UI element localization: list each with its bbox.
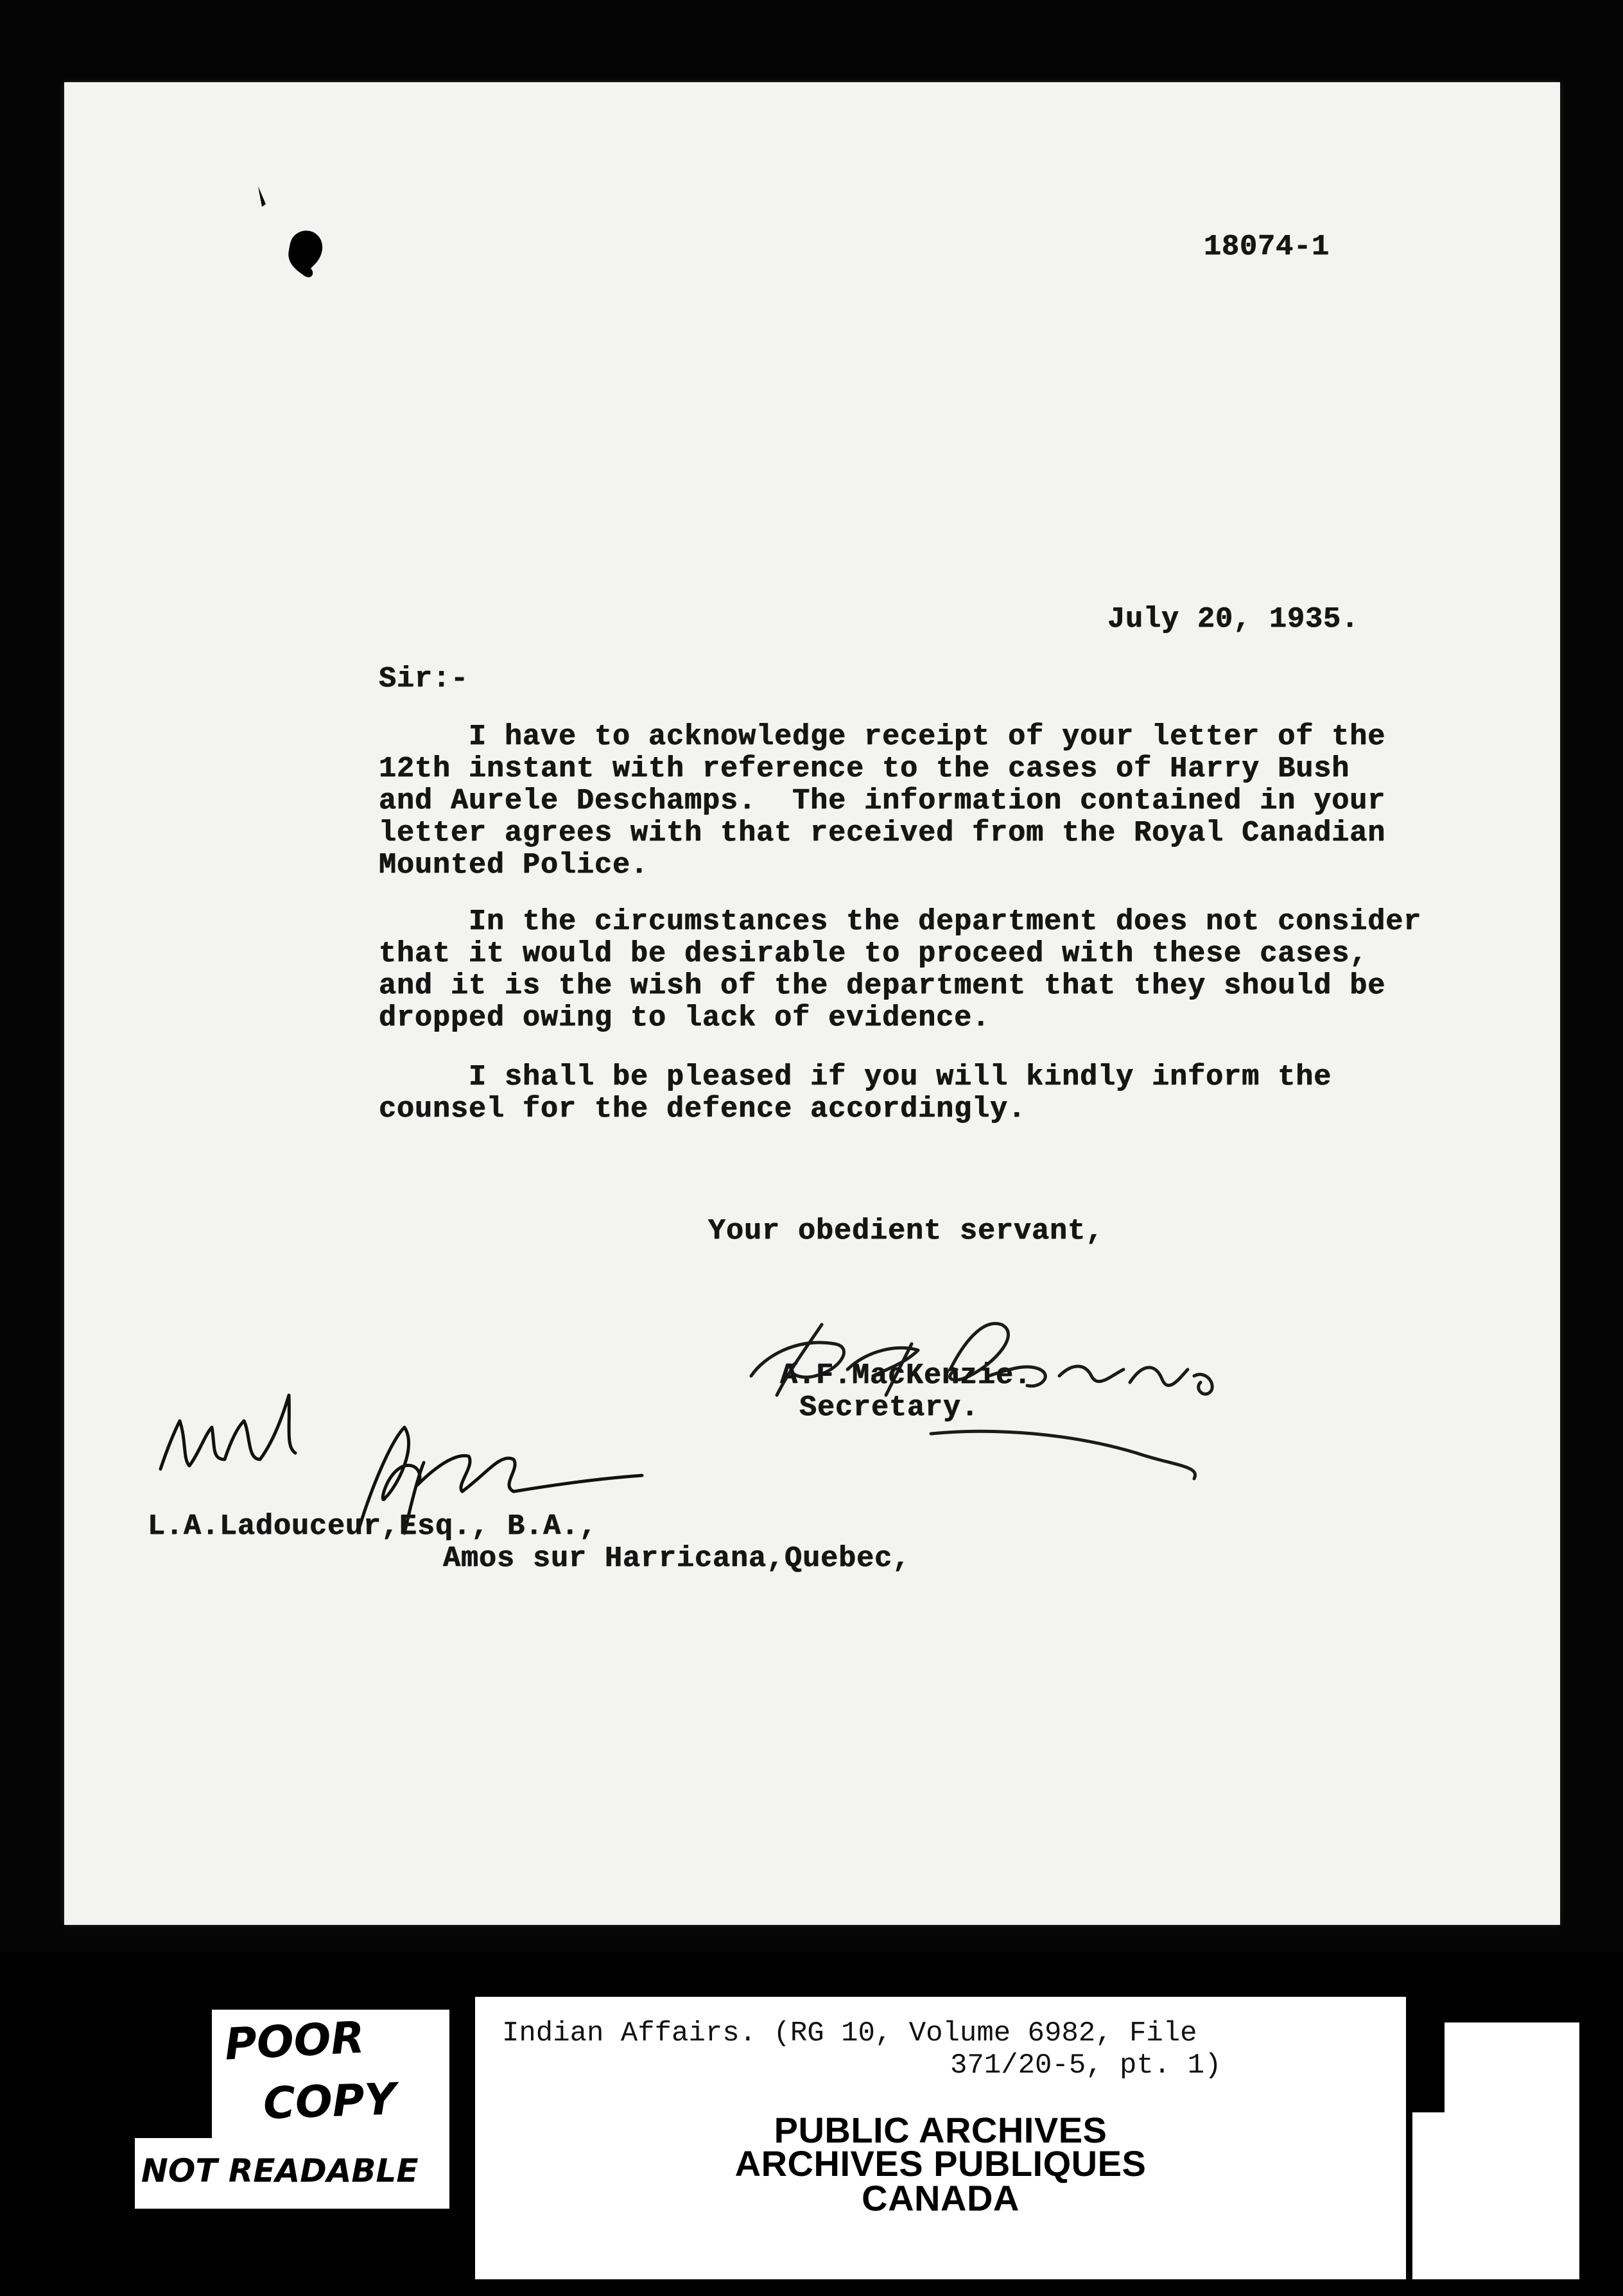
paragraph-line: I have to acknowledge receipt of your letter of the <box>379 720 1386 753</box>
paragraph-line: and Aurele Deschamps. The information contained in your <box>379 785 1386 817</box>
not-readable-card <box>135 2138 449 2209</box>
body-paragraph-3 <box>379 1061 1332 1126</box>
handwritten-initials <box>154 1357 655 1613</box>
paragraph-line: counsel for the defence accordingly. <box>379 1093 1027 1126</box>
poor-copy-card <box>212 2010 449 2138</box>
body-paragraph-2 <box>379 906 1421 1034</box>
paragraph-line: Mounted Police. <box>379 849 649 882</box>
not-readable-note: NOT READABLE <box>141 2152 419 2189</box>
closing: Your obedient servant, <box>708 1215 1104 1248</box>
letter-date: July 20, 1935. <box>1107 603 1360 636</box>
label-side-notch <box>1406 1997 1445 2112</box>
paragraph-line: I shall be pleased if you will kindly inform the <box>379 1061 1332 1093</box>
copy-note: COPY <box>262 2074 397 2130</box>
citation-card <box>475 1997 1406 2279</box>
archives-name-english: PUBLIC ARCHIVES <box>774 2110 1107 2150</box>
archives-country: CANADA <box>862 2178 1020 2218</box>
salutation: Sir:- <box>379 663 469 695</box>
addressee-line-1: L.A.Ladouceur,Esq., B.A., <box>148 1510 598 1543</box>
archives-name-french: ARCHIVES PUBLIQUES <box>734 2143 1147 2184</box>
punch-hole-mark <box>244 178 334 281</box>
paragraph-line: that it would be desirable to proceed with these cases, <box>379 937 1368 970</box>
addressee-line-2: Amos sur Harricana,Quebec, <box>443 1542 911 1575</box>
citation-line-1: Indian Affairs. (RG 10, Volume 6982, File <box>502 2017 1197 2049</box>
paragraph-line: letter agrees with that received from the Royal Canadian <box>379 817 1386 849</box>
body-paragraph-1 <box>379 721 1385 882</box>
file-number: 18074-1 <box>1204 230 1330 263</box>
signatory-title: Secretary. <box>799 1391 980 1424</box>
letter-page <box>64 82 1560 1925</box>
citation-line-2: 371/20-5, pt. 1) <box>950 2049 1222 2082</box>
paragraph-line: In the circumstances the department does not consider <box>379 905 1422 938</box>
paragraph-line: dropped owing to lack of evidence. <box>379 1002 991 1034</box>
paragraph-line: 12th instant with reference to the cases of Harry Bush <box>379 752 1350 785</box>
signatory-name: A.F.MacKenzie. <box>780 1359 1032 1392</box>
paragraph-line: and it is the wish of the department that they should be <box>379 970 1386 1002</box>
poor-note: POOR <box>223 2012 366 2071</box>
